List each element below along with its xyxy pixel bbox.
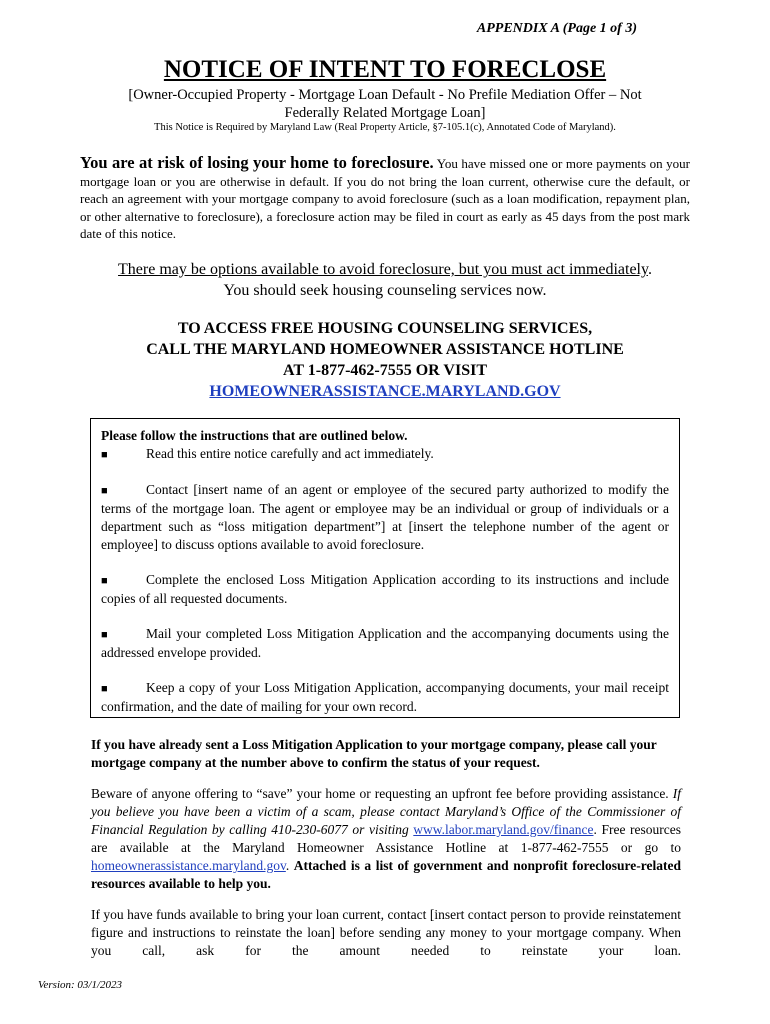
attached-resources-text: Attached is a list of government and nonprofit foreclosure-related resources available to help you. [91, 858, 682, 891]
instruction-text: Contact [insert name of an agent or employee of the secured party authorized to modify the terms of the mortgage loan. The agent or employee may be an individual or group of individuals or a department such as “loss mitigation department”] at [insert the telephone number of the agent or employee] to discuss options available to avoid foreclosure. [101, 482, 669, 552]
required-by-law-note: This Notice is Required by Maryland Law (Real Property Article, §7-105.1(c), Annotated Code of Maryland). [154, 122, 616, 133]
bullet-icon: ■ [101, 575, 108, 587]
instruction-item [101, 481, 669, 554]
access-line-2: CALL THE MARYLAND HOMEOWNER ASSISTANCE HOTLINE [146, 341, 624, 358]
beware-paragraph [91, 785, 681, 893]
counseling-access-block [0, 318, 770, 402]
instruction-item [101, 679, 669, 716]
options-statement [0, 259, 770, 301]
intro-lead: You are at risk of losing your home to foreclosure. [80, 153, 434, 172]
bullet-icon: ■ [101, 683, 108, 695]
instruction-text: Read this entire notice carefully and act immediately. [146, 446, 434, 461]
resources-text: . Free resources are available at the Maryland Homeowner Assistance Hotline at 1-877-462-7555 or go to [91, 822, 682, 855]
bullet-icon: ■ [101, 485, 108, 497]
homeowner-assistance-link-2[interactable]: homeownerassistance.maryland.gov [91, 858, 286, 873]
access-line-1: TO ACCESS FREE HOUSING COUNSELING SERVICES, [177, 320, 593, 337]
instruction-item [101, 445, 669, 464]
scam-contact-text: If you believe you have been a victim of a scam, please contact Maryland’s Office of the Commissioner of Financial Regulation by calling 410-230-6077 or visiting [91, 786, 682, 837]
appendix-label: APPENDIX A (Page 1 of 3) [476, 21, 637, 36]
funds-paragraph: If you have funds available to bring your loan current, contact [insert contact person to provide reinstatement figure and instructions to reinstate the loan] before sending any money to your mortgage company. When you call, ask for the amount needed to reinstate your loan. [91, 907, 681, 958]
already-sent-paragraph: If you have already sent a Loss Mitigation Application to your mortgage company, please call your mortgage company at the number above to confirm the status of your request. [91, 737, 657, 770]
instruction-text: Keep a copy of your Loss Mitigation Application, accompanying documents, your mail receipt confirmation, and the date of mailing for your own record. [101, 680, 669, 714]
period-text: . [285, 858, 290, 873]
instruction-text: Mail your completed Loss Mitigation Application and the accompanying documents using the addressed envelope provided. [101, 626, 669, 660]
options-line-2: You should seek housing counseling services now. [223, 282, 547, 299]
bullet-icon: ■ [101, 449, 108, 461]
instruction-text: Complete the enclosed Loss Mitigation Application according to its instructions and include copies of all requested documents. [101, 572, 669, 606]
beware-text: Beware of anyone offering to “save” your home or requesting an upfront fee before providing assistance. [91, 786, 669, 801]
notice-subtitle: [Owner-Occupied Property - Mortgage Loan Default - No Prefile Mediation Offer – Not Federally Related Mortgage Loan] [128, 87, 642, 121]
instructions-heading: Please follow the instructions that are outlined below. [101, 428, 408, 443]
page-title: NOTICE OF INTENT TO FORECLOSE [163, 56, 607, 83]
labor-finance-link[interactable]: www.labor.maryland.gov/finance [413, 822, 594, 837]
intro-paragraph [80, 154, 690, 243]
instruction-item [101, 571, 669, 608]
access-line-3: AT 1-877-462-7555 OR VISIT [282, 362, 488, 379]
options-line-1: There may be options available to avoid foreclosure, but you must act immediately [118, 261, 648, 278]
instructions-box [90, 418, 680, 718]
bullet-icon: ■ [101, 629, 108, 641]
instruction-item [101, 625, 669, 662]
version-label: Version: 03/1/2023 [38, 979, 123, 991]
intro-body: You have missed one or more payments on your mortgage loan or you are otherwise in default. If you do not bring the loan current, otherwise cure the default, or reach an agreement with your mortgage company to avoid foreclosure (such as a loan modification, repayment plan, or other alternative to foreclosure), a foreclosure action may be filed in court as early as 45 days from the post mark date of this notice. [80, 156, 690, 241]
options-line-1-end: . [647, 261, 652, 278]
homeowner-assistance-link[interactable]: HOMEOWNERASSISTANCE.MARYLAND.GOV [209, 383, 561, 400]
